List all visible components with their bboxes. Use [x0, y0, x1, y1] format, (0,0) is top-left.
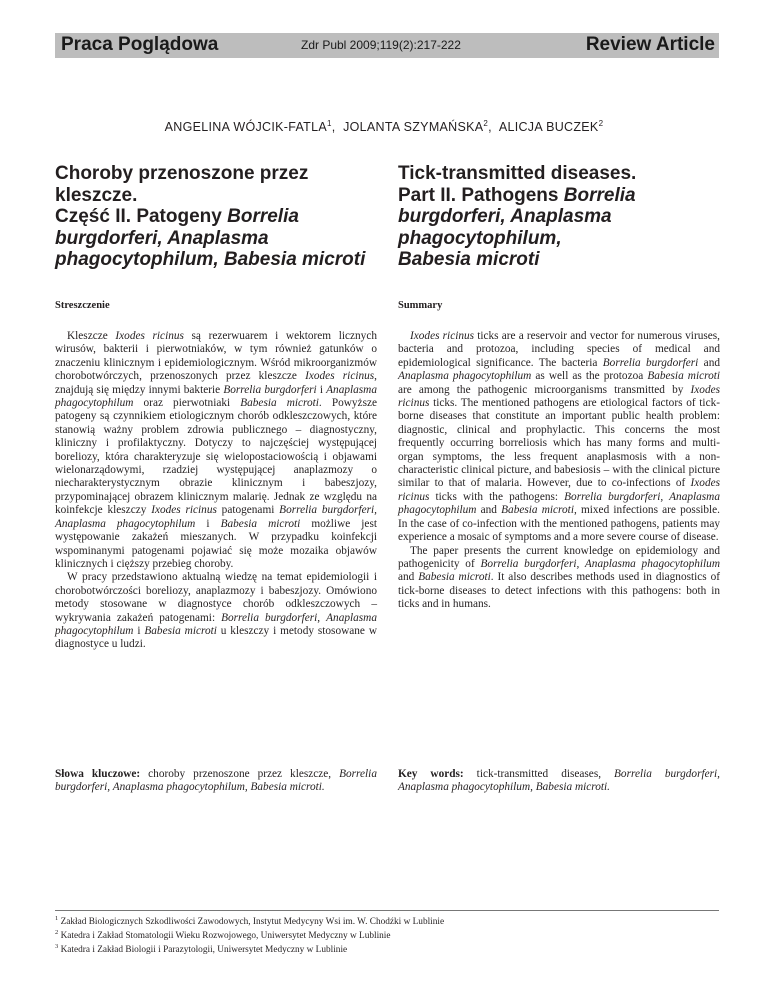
footnote-divider — [55, 910, 719, 911]
abstract-paragraph: The paper presents the current knowledge on epidemiology and pathogenicity of Borrelia burgdorferi, Anaplasma phagocytophilum and Babesia microti. It also describes methods used in diagnostics of tick-borne diseases to detect infections with this pathogens: both in ticks and in humans. — [398, 544, 721, 611]
title-line: Część II. Patogeny — [55, 206, 228, 227]
title-line: Tick-transmitted diseases. — [398, 163, 637, 184]
title-line: Choroby przenoszone przez — [55, 163, 309, 184]
keywords-italic: Borrelia burgdorferi, Anaplasma phagocytophilum, Babesia microti. — [398, 768, 720, 794]
author-name: ANGELINA WÓJCIK-FATLA — [164, 120, 328, 135]
footnote — [55, 914, 719, 928]
abstract-heading-pl: Streszczenie — [55, 300, 110, 311]
keywords-label: Key words: — [398, 768, 464, 780]
title-line-italic: burgdorferi, Anaplasma — [398, 206, 612, 227]
abstract-paragraph: Ixodes ricinus ticks are a reservoir and vector for numerous viruses, bacteria and protozoa, including species of medical and epidemiological significance. The bacteria Borrelia burgdorferi and Anaplasma phagocytophilum as well as the protozoa Babesia microti are among the pathogenic microorganisms transmitted by Ixodes ricinus ticks. The mentioned pathogens are etiological factors of tick-borne diseases that constitute an important public health problem: diagnostic, clinical and prophylactic. This concerns the most frequently occurring borreliosis which has many forms and multi-organ symptoms, the less frequent anaplasmosis with a non-characteristic clinical picture, and babesiosis – with the clinical picture similar to that of malaria. However, due to co-infections of Ixodes ricinus ticks with the pathogens: Borrelia burgdorferi, Anaplasma phagocytophilum and Babesia microti, mixed infections are possible. In the case of co-infection with the mentioned pathogens, patients may experience a mosaic of symptoms and a more severe course of disease. — [398, 330, 720, 544]
footnote-mark: 3 — [55, 942, 59, 950]
title-polish — [55, 163, 375, 271]
keywords-polish — [55, 768, 377, 795]
title-line: Part II. Pathogens — [398, 184, 564, 206]
footnote — [55, 942, 719, 956]
keywords-text: tick-transmitted diseases, — [463, 768, 615, 780]
title-line-italic: phagocytophilum, — [398, 227, 562, 249]
title-line-italic: Borrelia — [227, 206, 299, 227]
abstract-polish — [55, 330, 377, 652]
footnote-mark: 2 — [55, 928, 59, 936]
keywords-italic: Borrelia burgdorferi, Anaplasma phagocytophilum, Babesia microti. — [55, 768, 377, 794]
abstract-paragraph: W pracy przedstawiono aktualną wiedzę na temat epidemiologii i chorobotwórczości boreliozy, anaplazmozy i babeszjozy. Omówiono metody stosowane w diagnostyce chorób odkleszczowych – wykrywania zakażeń patogenami: Borrelia burgdorferi, Anaplasma phagocytophilum i Babesia microti u kleszczy i metody stosowane w diagnostyce u ludzi. — [55, 571, 377, 651]
title-line-italic: Borrelia — [563, 184, 636, 206]
author-name: ALICJA BUCZEK — [498, 120, 599, 135]
title-line: kleszcze. — [55, 184, 138, 206]
title-english — [398, 163, 718, 271]
affiliation-mark: 1 — [327, 119, 332, 128]
title-line-italic: Babesia microti — [398, 249, 540, 270]
title-line-italic: phagocytophilum, Babesia microti — [55, 249, 366, 270]
abstract-heading-en: Summary — [398, 300, 443, 311]
keywords-english — [398, 768, 720, 795]
citation: Zdr Publ 2009;119(2):217-222 — [301, 38, 461, 52]
keywords-text: choroby przenoszone przez kleszcze, — [140, 768, 340, 780]
footnotes — [55, 914, 719, 956]
abstract-paragraph: Kleszcze Ixodes ricinus są rezerwuarem i wektorem licznych wirusów, bakterii i pierwotniaków, w tym również gatunków o znaczeniu klinicznym i epidemiologicznym. Wśród mikroorganizmów chorobotwórczych, przenoszonych przez kleszcze Ixodes ricinus, znajdują się między innymi bakterie Borrelia burgdorferi i Anaplasma phagocytophilum oraz pierwotniaki Babesia microti. Powyższe patogeny są czynnikiem etiologicznym chorób odkleszczowych, które stanowią ważny problem zdrowia publicznego – diagnostyczny, kliniczny i profilaktyczny. Dotyczy to najczęściej występującej boreliozy, która charakteryzuje się wielopostaciowością i objawami wielonarządowymi, rzadziej występującej anaplazmozy o niecharakterystycznym obrazie klinicznym i babeszjozy, przypominającej obrazem klinicznym malarię. Jednak ze względu na koinfekcje kleszczy Ixodes ricinus patogenami Borrelia burgdorferi, Anaplasma phagocytophilum i Babesia microti możliwe jest występowanie zakażeń mieszanych. W przypadku koinfekcji wspominanymi patogenami pojawiać się może mozaika objawów klinicznych i cięższy przebieg choroby. — [55, 330, 377, 570]
footnote-text: Katedra i Zakład Stomatologii Wieku Rozwojowego, Uniwersytet Medyczny w Lublinie — [60, 930, 391, 941]
keywords-label: Słowa kluczowe: — [55, 768, 141, 780]
footnote — [55, 928, 719, 942]
section-label-pl: Praca Poglądowa — [61, 34, 219, 55]
footnote-text: Katedra i Zakład Biologii i Parazytologii, Uniwersytet Medyczny w Lublinie — [60, 944, 348, 955]
section-label-en: Review Article — [585, 34, 715, 55]
footnote-text: Zakład Biologicznych Szkodliwości Zawodowych, Instytut Medycyny Wsi im. W. Chodźki w Lublinie — [60, 917, 445, 928]
journal-header-bar — [55, 33, 719, 58]
abstract-english — [398, 330, 720, 612]
affiliation-mark: 2 — [483, 119, 489, 128]
title-line-italic: burgdorferi, Anaplasma — [55, 227, 269, 249]
author-name: JOLANTA SZYMAŃSKA — [343, 120, 484, 135]
footnote-mark: 1 — [55, 915, 59, 922]
author-list: ANGELINA WÓJCIK-FATLA$^1$, JOLANTA SZYMAŃSKA$^2$, ALICJA BUCZEK$^2$ — [164, 119, 604, 135]
affiliation-mark: 2 — [598, 119, 604, 128]
